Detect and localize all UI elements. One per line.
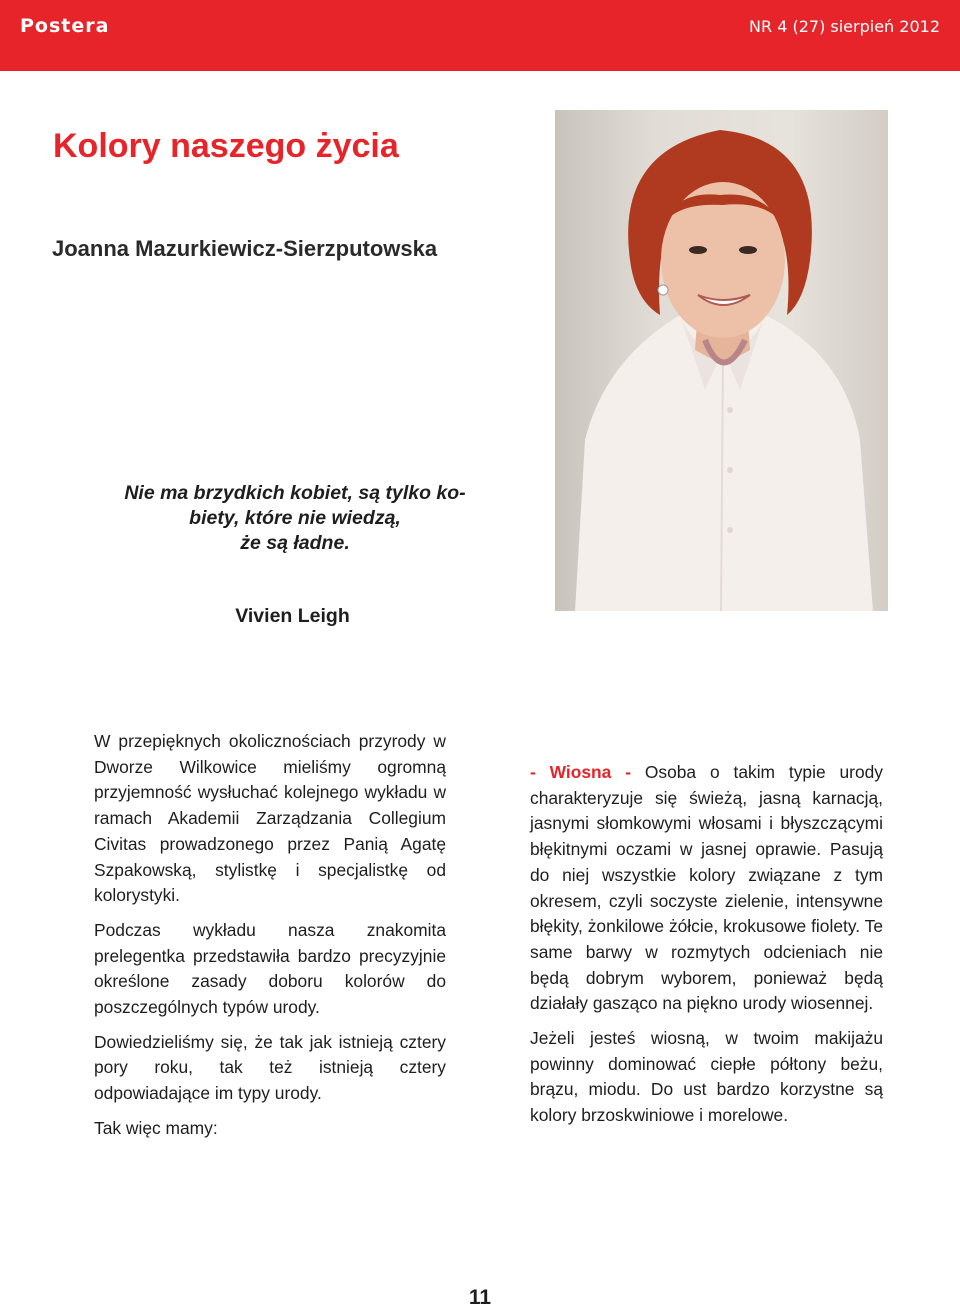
body-paragraph: Jeżeli jesteś wiosną, w twoim makijażu powinny dominować ciepłe półtony beżu, brązu, miodu. Do ust bardzo korzystne są kolory brzoskwiniowe i morelowe. xyxy=(530,1028,883,1126)
article-title: Kolory naszego życia xyxy=(53,127,399,165)
body-paragraph: Podczas wykładu nasza znakomita prelegentka przedstawiła bardzo precyzyjnie określone zasady doboru kolorów do poszczególnych typów urody. xyxy=(94,919,446,1018)
page-header xyxy=(0,0,960,71)
article-author: Joanna Mazurkiewicz-Sierzputowska xyxy=(52,236,438,261)
quote-line: Nie ma brzydkich kobiet, są tylko ko- xyxy=(124,482,466,504)
body-paragraph: Tak więc mamy: xyxy=(94,1117,218,1138)
magazine-title: Postera xyxy=(20,15,110,37)
quote-line: biety, które nie wiedzą, xyxy=(189,507,401,529)
left-column xyxy=(94,729,446,1151)
spring-paragraph xyxy=(530,760,883,1017)
issue-info: NR 4 (27) sierpień 2012 xyxy=(749,17,940,36)
body-paragraph: Dowiedzieliśmy się, że tak jak istnieją cztery pory roku, tak też istnieją cztery odpowiadające im typy urody. xyxy=(94,1031,446,1104)
season-description: Osoba o takim typie urody charakteryzuje się świeżą, jasną karnacją, jasnymi słomkowymi włosami i błyszczącymi błękitnymi oczami w jasnej oprawie. Pasują do niej wszystkie kolory związane z tym okresem, czyli soczyste zielenie, intensywne błękity, żonkilowe żółcie, krokusowe fiolety. Te same barwy w rozmytych odcieniach nie będą dobrym wyborem, ponieważ będą działały gasząco na piękno urody wiosennej. xyxy=(530,762,883,1014)
season-label-spring: - Wiosna - xyxy=(530,762,631,782)
quote-line: że są ładne. xyxy=(240,532,350,554)
right-column xyxy=(530,760,883,1138)
epigraph-quote xyxy=(80,481,510,556)
body-paragraph: W przepięknych okolicznościach przyrody w Dworze Wilkowice mieliśmy ogromną przyjemność wysłuchać kolejnego wykładu w ramach Akademii Zarządzania Collegium Civitas prowadzonego przez Panią Agatę Szpakowską, stylistkę i specjalistkę od kolorystyki. xyxy=(94,731,446,906)
page-number: 11 xyxy=(468,1286,492,1309)
quote-author: Vivien Leigh xyxy=(235,605,350,627)
author-portrait-photo xyxy=(555,110,888,611)
portrait-illustration xyxy=(555,110,888,611)
